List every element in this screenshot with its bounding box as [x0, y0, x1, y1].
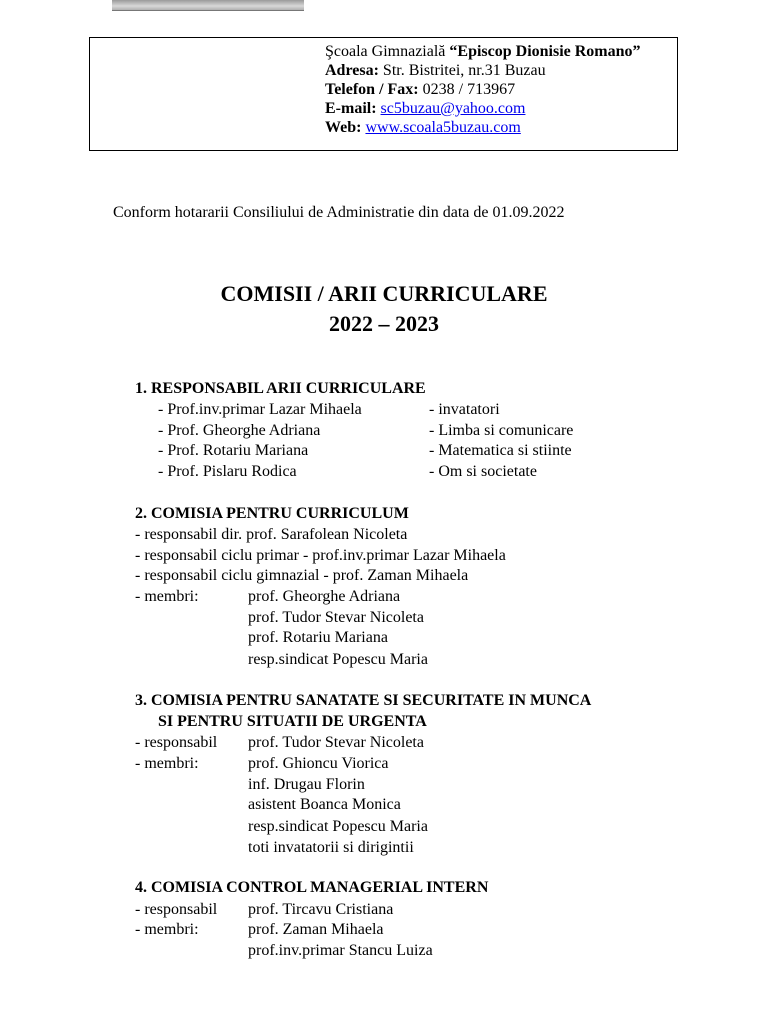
page-subtitle-year: 2022 – 2023 — [329, 311, 439, 336]
section1-heading: 1. RESPONSABIL ARII CURRICULARE — [135, 380, 426, 397]
section4-members-label: - membri: — [135, 921, 199, 938]
school-name-line: Şcoala Gimnazială “Episcop Dionisie Romano” — [325, 43, 641, 60]
section4-member: prof. Zaman Mihaela — [248, 921, 384, 938]
section1-row-area: - Limba si comunicare — [429, 422, 574, 439]
section2-member: prof. Rotariu Mariana — [248, 629, 388, 646]
section2-responsible: - responsabil dir. prof. Sarafolean Nicoleta — [135, 526, 408, 543]
section4-member: prof.inv.primar Stancu Luiza — [248, 942, 433, 959]
section2-member: prof. Gheorghe Adriana — [248, 588, 401, 605]
section1-row-area: - Matematica si stiinte — [429, 442, 572, 459]
section2-members-label: - membri: — [135, 588, 199, 605]
page-title: COMISII / ARII CURRICULARE — [220, 281, 548, 306]
section1-row-area: - invatatori — [429, 401, 500, 418]
section3-member: asistent Boanca Monica — [248, 796, 401, 813]
section4-heading: 4. COMISIA CONTROL MANAGERIAL INTERN — [135, 879, 489, 896]
intro-text: Conform hotararii Consiliului de Administratie din data de 01.09.2022 — [113, 204, 565, 221]
section2-heading: 2. COMISIA PENTRU CURRICULUM — [135, 505, 409, 522]
section4-responsible-label: - responsabil — [135, 901, 218, 918]
section3-members-label: - membri: — [135, 755, 199, 772]
section3-heading-cont: SI PENTRU SITUATII DE URGENTA — [158, 713, 427, 730]
web-line: Web: www.scoala5buzau.com — [325, 119, 521, 136]
web-link[interactable]: www.scoala5buzau.com — [365, 119, 521, 136]
section2-member: resp.sindicat Popescu Maria — [248, 651, 428, 668]
section2-member: prof. Tudor Stevar Nicoleta — [248, 609, 424, 626]
email-link[interactable]: sc5buzau@yahoo.com — [380, 100, 526, 117]
email-line: E-mail: sc5buzau@yahoo.com — [325, 100, 526, 117]
phone-line: Telefon / Fax: 0238 / 713967 — [325, 81, 516, 98]
section3-member: prof. Ghioncu Viorica — [248, 755, 389, 772]
address-line: Adresa: Str. Bistritei, nr.31 Buzau — [325, 62, 546, 79]
section3-member: resp.sindicat Popescu Maria — [248, 818, 428, 835]
section1-row-name: - Prof.inv.primar Lazar Mihaela — [158, 401, 362, 418]
section4-responsible: prof. Tircavu Cristiana — [248, 901, 394, 918]
section3-member: inf. Drugau Florin — [248, 776, 365, 793]
school-header-box — [89, 37, 678, 151]
section1-row-name: - Prof. Gheorghe Adriana — [158, 422, 321, 439]
section3-heading: 3. COMISIA PENTRU SANATATE SI SECURITATE IN MUNCA — [135, 692, 592, 709]
section3-member: toti invatatorii si dirigintii — [248, 839, 414, 856]
school-logo-fragment — [112, 0, 304, 11]
section2-primary-responsible: - responsabil ciclu primar - prof.inv.primar Lazar Mihaela — [135, 547, 506, 564]
section1-row-name: - Prof. Rotariu Mariana — [158, 442, 309, 459]
section1-row-area: - Om si societate — [429, 463, 537, 480]
section2-gymnasium-responsible: - responsabil ciclu gimnazial - prof. Zaman Mihaela — [135, 567, 469, 584]
section3-responsible: prof. Tudor Stevar Nicoleta — [248, 734, 424, 751]
section1-row-name: - Prof. Pislaru Rodica — [158, 463, 297, 480]
school-contact-block — [325, 42, 641, 137]
section3-responsible-label: - responsabil — [135, 734, 218, 751]
